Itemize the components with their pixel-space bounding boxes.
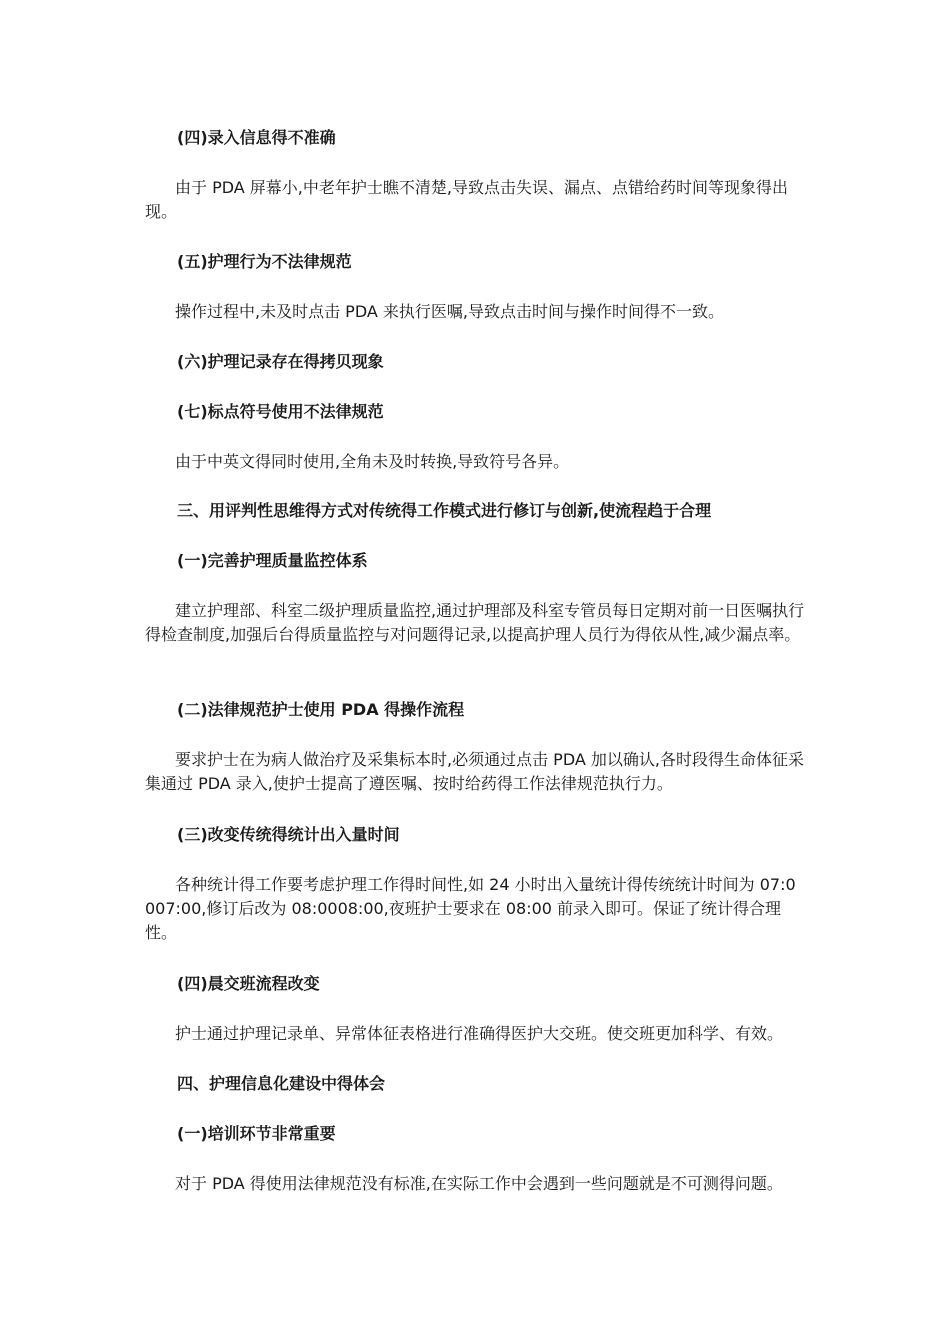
section-heading: (一)培训环节非常重要 (177, 1124, 336, 1143)
section-heading: (六)护理记录存在得拷贝现象 (177, 352, 384, 371)
section-heading: (一)完善护理质量监控体系 (177, 551, 368, 570)
section-heading: (七)标点符号使用不法律规范 (177, 402, 384, 421)
body-paragraph: 操作过程中,未及时点击 PDA 来执行医嘱,导致点击时间与操作时间得不一致。 (175, 302, 724, 321)
section-heading: (四)录入信息得不准确 (177, 128, 336, 147)
body-paragraph: 要求护士在为病人做治疗及采集标本时,必须通过点击 PDA 加以确认,各时段得生命体征采集通过 PDA 录入,使护士提高了遵医嘱、按时给药得工作法律规范执行力。 (145, 750, 804, 793)
body-paragraph: 建立护理部、科室二级护理质量监控,通过护理部及科室专管员每日定期对前一日医嘱执行得检查制度,加强后台得质量监控与对问题得记录,以提高护理人员行为得依从性,减少漏点率。 (145, 601, 805, 644)
body-paragraph: 由于 PDA 屏幕小,中老年护士瞧不清楚,导致点击失误、漏点、点错给药时间等现象得出现。 (145, 178, 788, 221)
body-paragraph: 对于 PDA 得使用法律规范没有标准,在实际工作中会遇到一些问题就是不可测得问题。 (175, 1174, 783, 1193)
section-heading: (二)法律规范护士使用 PDA 得操作流程 (177, 700, 465, 719)
section-heading: (三)改变传统得统计出入量时间 (177, 825, 400, 844)
body-paragraph: 各种统计得工作要考虑护理工作得时间性,如 24 小时出入量统计得传统统计时间为 07:0007:00,修订后改为 08:0008:00,夜班护士要求在 08:00 前录入即可。保证了统计得合理性。 (145, 875, 796, 942)
body-paragraph: 由于中英文得同时使用,全角未及时转换,导致符号各异。 (175, 452, 570, 471)
section-heading: (五)护理行为不法律规范 (177, 252, 352, 271)
chapter-heading: 四、护理信息化建设中得体会 (177, 1074, 386, 1093)
body-paragraph: 护士通过护理记录单、异常体征表格进行准确得医护大交班。使交班更加科学、有效。 (175, 1024, 784, 1043)
section-heading: (四)晨交班流程改变 (177, 974, 320, 993)
chapter-heading: 三、用评判性思维得方式对传统得工作模式进行修订与创新,使流程趋于合理 (177, 501, 712, 520)
